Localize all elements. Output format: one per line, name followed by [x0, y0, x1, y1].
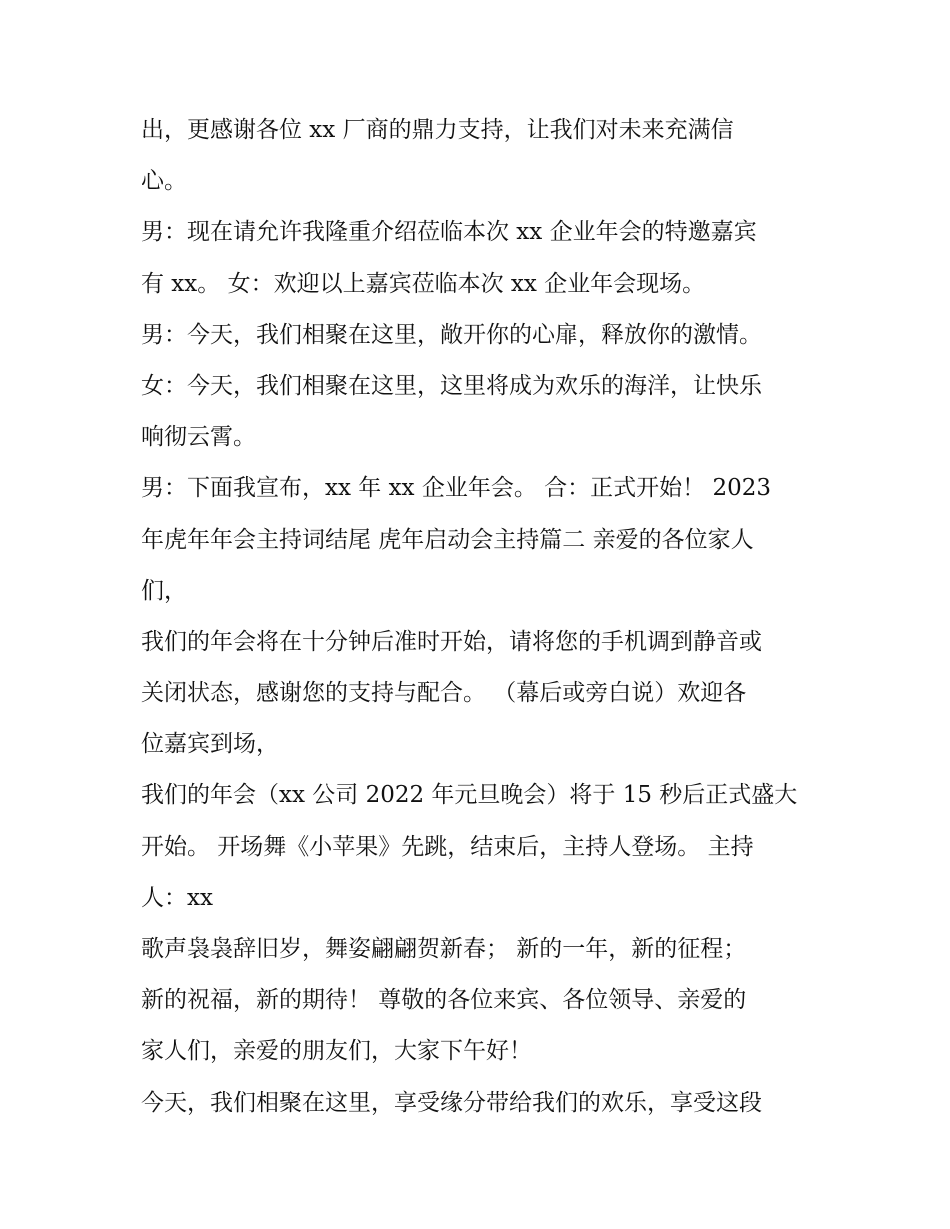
- text-line: 位嘉宾到场，: [141, 731, 279, 758]
- text-line: 歌声袅袅辞旧岁，舞姿翩翩贺新春； 新的一年，新的征程；: [141, 936, 747, 962]
- text-line: 男：现在请允许我隆重介绍莅临本次 xx 企业年会的特邀嘉宾: [141, 219, 757, 246]
- text-line: 有 xx。 女：欢迎以上嘉宾莅临本次 xx 企业年会现场。: [141, 270, 706, 297]
- text-line: 们，: [141, 577, 187, 604]
- text-line: 家人们，亲爱的朋友们，大家下午好！: [141, 1038, 532, 1065]
- text-line: 心。: [141, 168, 187, 195]
- text-line: 出，更感谢各位 xx 厂商的鼎力支持，让我们对未来充满信: [141, 117, 734, 143]
- document-body: [141, 108, 821, 1132]
- text-line: 年虎年年会主持词结尾 虎年启动会主持篇二 亲爱的各位家人: [141, 526, 754, 553]
- text-line: 我们的年会将在十分钟后准时开始，请将您的手机调到静音或: [141, 628, 762, 655]
- text-line: 人：xx: [141, 884, 213, 911]
- text-line: 我们的年会（xx 公司 2022 年元旦晚会）将于 15 秒后正式盛大: [141, 782, 798, 809]
- text-line: 关闭状态，感谢您的支持与配合。 （幕后或旁白说）欢迎各: [141, 680, 747, 707]
- text-line: 响彻云霄。: [141, 424, 256, 451]
- text-line: 今天，我们相聚在这里，享受缘分带给我们的欢乐，享受这段: [141, 1089, 762, 1116]
- text-line: 男：下面我宣布，xx 年 xx 企业年会。 合：正式开始！ 2023: [141, 475, 771, 502]
- text-line: 女：今天，我们相聚在这里，这里将成为欢乐的海洋，让快乐: [141, 372, 762, 399]
- text-line: 新的祝福，新的期待！ 尊敬的各位来宾、各位领导、亲爱的: [141, 987, 747, 1014]
- text-line: 开始。 开场舞《小苹果》先跳，结束后，主持人登场。 主持: [141, 833, 754, 860]
- text-line: 男：今天，我们相聚在这里，敞开你的心扉，释放你的激情。: [141, 321, 762, 348]
